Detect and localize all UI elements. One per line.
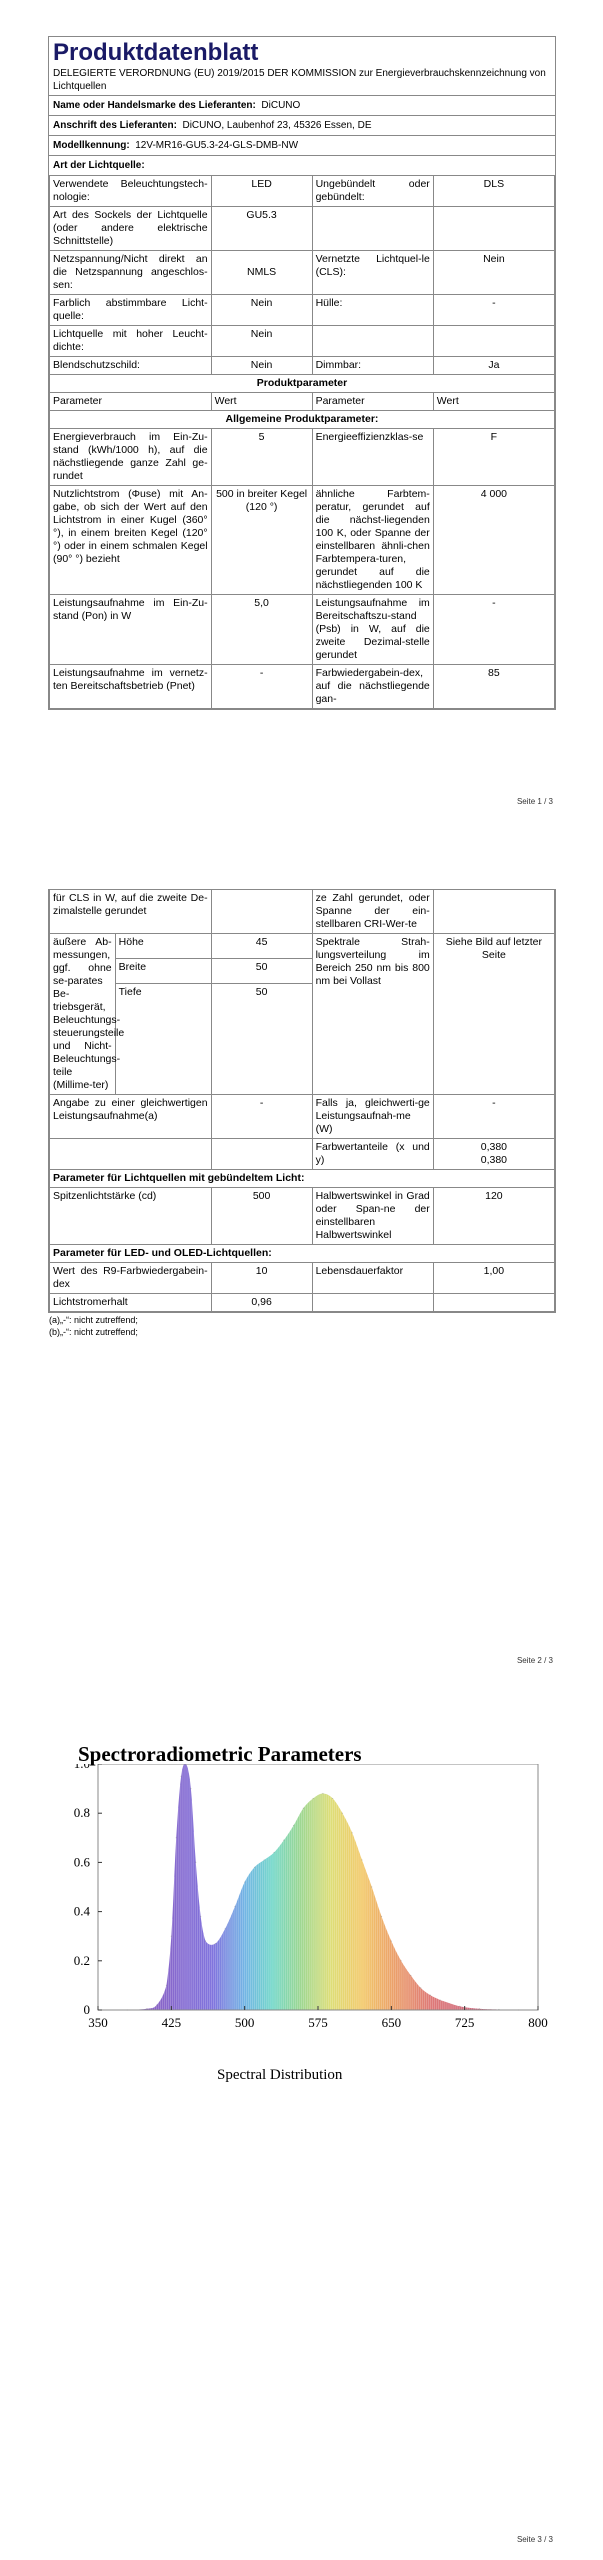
data-point (234, 1906, 235, 1907)
cell-label: Verwendete Beleuchtungstech-nologie: (50, 176, 212, 207)
footnotes (49, 1312, 138, 1338)
cell-label: Leistungsaufnahme im Bereitschaftszu-stand (Psb) in W, auf die zweite Dezimal-stelle gerundet (312, 595, 433, 665)
cell-value: Siehe Bild auf letzter Seite (433, 934, 554, 1095)
data-point (459, 2006, 460, 2007)
cell-label: ähnliche Farbtem-peratur, gerundet auf die nächst-liegenden 100 K, oder Spanne der einstellbaren ähnli-chen Farbtempera-turen, gerundet auf die nächstliegenden 100 K (312, 486, 433, 595)
data-point (322, 1793, 323, 1794)
table-row (50, 1263, 555, 1294)
cell-value: 50 (211, 984, 312, 1095)
cell-label: Leistungsaufnahme im vernetz-ten Bereitschaftsbetrieb (Pnet) (50, 665, 212, 709)
cell-label: Vernetzte Lichtquel-le (CLS): (312, 251, 433, 295)
data-point (361, 1859, 362, 1860)
cell-label: Energieverbrauch im Ein-Zu-stand (kWh/1000 h), auf die nächstliegende ganze Zahl ge-rundet (50, 429, 212, 486)
cell-value: Nein (211, 326, 312, 357)
x-tick-label: 800 (528, 2015, 548, 2030)
cell-value: - (211, 1095, 312, 1139)
cell-value: GU5.3 (211, 207, 312, 251)
cell-label: Energieeffizienzklas-se (312, 429, 433, 486)
col-header: Wert (211, 393, 312, 411)
cell-label: für CLS in W, auf die zweite De-zimalstelle gerundet (50, 890, 212, 934)
cell-value: - (433, 595, 554, 665)
data-point (430, 1995, 431, 1996)
table-row (50, 665, 555, 709)
regulation-text: DELEGIERTE VERORDNUNG (EU) 2019/2015 DER KOMMISSION zur Energieverbrauchskennzeichnung von Lichtquellen (53, 68, 546, 92)
cell-label: Farbwiedergabein-dex, auf die nächstliegende gan- (312, 665, 433, 709)
cell-value: NMLS (211, 251, 312, 295)
section-header-row (50, 1170, 555, 1188)
footnote-b: (b)„-“: nicht zutreffend; (49, 1327, 138, 1337)
x-tick-label: 725 (454, 2015, 475, 2030)
cell-empty (433, 326, 554, 357)
data-point (254, 1867, 255, 1868)
cell-label: ze Zahl gerundet, oder Spanne der ein-stellbaren CRI-Wer-te (312, 890, 433, 934)
section-header: Parameter für Lichtquellen mit gebündeltem Licht: (50, 1170, 555, 1188)
table-row (50, 890, 555, 934)
cell-label: Hülle: (312, 295, 433, 326)
cell-value: Ja (433, 357, 554, 375)
table-row (50, 176, 555, 207)
cell-value: 5,0 (211, 595, 312, 665)
section-header-row (50, 411, 555, 429)
section-header: Parameter für LED- und OLED-Lichtquellen: (50, 1245, 555, 1263)
data-point (264, 1859, 265, 1860)
y-tick-label (74, 1764, 90, 1771)
cell-value: F (433, 429, 554, 486)
cell-empty (433, 890, 554, 934)
cell-label: Spektrale Strah-lungsverteilung im Bereich 250 nm bis 800 nm bei Vollast (312, 934, 433, 1095)
col-header: Parameter (50, 393, 212, 411)
section-header: Produktparameter (50, 375, 555, 393)
color-y: 0,380 (480, 1154, 508, 1166)
cell-label: Lichtquelle mit hoher Leucht-dichte: (50, 326, 212, 357)
table-row (50, 1188, 555, 1245)
table-row (50, 1139, 555, 1170)
section-header: Allgemeine Produktparameter: (50, 411, 555, 429)
table-row (50, 486, 555, 595)
table-row (50, 326, 555, 357)
cell-label: Tiefe (115, 984, 211, 1095)
data-point (244, 1881, 245, 1882)
data-point (176, 1837, 177, 1838)
data-point (215, 1943, 216, 1944)
cell-value: 120 (433, 1188, 554, 1245)
table-row (50, 934, 555, 959)
cell-label: Dimmbar: (312, 357, 433, 375)
cell-value: 45 (211, 934, 312, 959)
x-tick-label: 575 (308, 2015, 328, 2030)
title-block (49, 37, 555, 96)
cell-value: Nein (433, 251, 554, 295)
table-row (50, 1294, 555, 1312)
supplier-address-row (49, 116, 555, 136)
supplier-address-label: Anschrift des Lieferanten: (53, 120, 177, 131)
cell-label: Nutzlichtstrom (Φuse) mit An-gabe, ob sich der Wert auf den Lichtstrom in einer Kugel (360° °), in einem breiten Kegel (120° °) oder in einem schmalen Kegel (90° °) bezieht (50, 486, 212, 595)
cell-empty (312, 326, 433, 357)
cell-label: Netzspannung/Nicht direkt an die Netzspannung angeschlos-sen: (50, 251, 212, 295)
data-point (352, 1832, 353, 1833)
cell-value: - (433, 1095, 554, 1139)
data-point (200, 1916, 201, 1917)
data-point (225, 1928, 226, 1929)
y-tick-label: 0.2 (73, 1952, 90, 1968)
data-point (479, 2008, 480, 2009)
type-row (49, 156, 555, 175)
x-axis-label: Spectral Distribution (217, 2067, 343, 2083)
section-header-row (50, 1245, 555, 1263)
data-point (410, 1975, 411, 1976)
table-row (50, 595, 555, 665)
supplier-name: DiCUNO (261, 100, 301, 111)
data-point (156, 2004, 157, 2005)
data-point (195, 1862, 196, 1863)
data-point (332, 1798, 333, 1799)
cell-value: Nein (211, 295, 312, 326)
cell-label: Blendschutzschild: (50, 357, 212, 375)
color-x: 0,380 (480, 1141, 508, 1153)
table-row (50, 429, 555, 486)
type-label: Art der Lichtquelle: (53, 160, 145, 171)
y-tick-label: 0 (83, 2002, 90, 2017)
data-point (391, 1941, 392, 1942)
page-2 (0, 830, 603, 1680)
data-point (205, 1941, 206, 1942)
model-value: 12V-MR16-GU5.3-24-GLS-DMB-NW (135, 140, 299, 151)
page-number: Seite 2 / 3 (516, 1656, 553, 1665)
page-title: Produktdatenblatt (53, 39, 259, 66)
data-point (381, 1916, 382, 1917)
cell-label: Angabe zu einer gleichwertigen Leistungsaufnahme(a) (50, 1095, 212, 1139)
cell-label: Spitzenlichtstärke (cd) (50, 1188, 212, 1245)
cell-empty (312, 207, 433, 251)
cell-empty (50, 1139, 212, 1170)
x-tick-label: 650 (381, 2015, 402, 2030)
page-3 (0, 1680, 603, 2560)
cell-label: Farbwertanteile (x und y) (312, 1139, 433, 1170)
model-label: Modellkennung: (53, 140, 130, 151)
data-point (273, 1852, 274, 1853)
data-point (283, 1840, 284, 1841)
data-point (303, 1808, 304, 1809)
page-number: Seite 1 / 3 (516, 797, 553, 806)
cell-value: - (211, 665, 312, 709)
data-point (293, 1825, 294, 1826)
col-header: Wert (433, 393, 554, 411)
supplier-name-label: Name oder Handelsmarke des Lieferanten: (53, 100, 256, 111)
table-row (50, 357, 555, 375)
table-row (50, 1095, 555, 1139)
cell-value: 50 (211, 959, 312, 984)
datasheet-table-2 (48, 889, 556, 1337)
cell-label: Falls ja, gleichwerti-ge Leistungsaufnah-me (W) (312, 1095, 433, 1139)
data-point (190, 1788, 191, 1789)
cell-value: 1,00 (433, 1263, 554, 1294)
data-point (171, 1936, 172, 1937)
cell-value: Nein (211, 357, 312, 375)
cell-value: 10 (211, 1263, 312, 1294)
datasheet-table-1 (48, 36, 556, 710)
cell-value: 0,96 (211, 1294, 312, 1312)
model-row (49, 136, 555, 156)
data-point (440, 2000, 441, 2001)
cell-label: Höhe (115, 934, 211, 959)
page-1 (0, 0, 603, 830)
cell-value: - (433, 295, 554, 326)
plot-layer (127, 1764, 519, 2011)
cell-empty (211, 890, 312, 934)
cell-label: Breite (115, 959, 211, 984)
supplier-name-row (49, 96, 555, 116)
page-number: Seite 3 / 3 (516, 2535, 553, 2544)
data-point (313, 1798, 314, 1799)
x-tick-label: 350 (88, 2015, 108, 2030)
cell-label: Wert des R9-Farbwiedergabein-dex (50, 1263, 212, 1294)
y-tick-label: 0.6 (73, 1854, 90, 1870)
data-point (342, 1813, 343, 1814)
light-source-table (49, 175, 555, 709)
spectrum-chart (60, 1764, 550, 2084)
cell-label: Leistungsaufnahme im Ein-Zu-stand (Pon) in W (50, 595, 212, 665)
table-row (50, 207, 555, 251)
cell-empty (211, 1139, 312, 1170)
table-row (50, 251, 555, 295)
cell-value: DLS (433, 176, 554, 207)
cell-label: Lichtstromerhalt (50, 1294, 212, 1312)
cell-label: Art des Sockels der Lichtquelle (oder andere elektrische Schnittstelle) (50, 207, 212, 251)
x-tick-label: 500 (234, 2015, 255, 2030)
data-point (146, 2008, 147, 2009)
table-row (50, 295, 555, 326)
cell-empty (433, 1294, 554, 1312)
col-header: Parameter (312, 393, 433, 411)
data-point (420, 1987, 421, 1988)
section-header-row (50, 375, 555, 393)
cell-value: 5 (211, 429, 312, 486)
data-point (371, 1886, 372, 1887)
cell-label: Farblich abstimmbare Licht-quelle: (50, 295, 212, 326)
cell-value (433, 1139, 554, 1170)
cell-label: Lebensdauerfaktor (312, 1263, 433, 1294)
data-point (401, 1960, 402, 1961)
spectrum-svg (60, 1764, 550, 2084)
supplier-address: DiCUNO, Laubenhof 23, 45326 Essen, DE (182, 120, 372, 131)
cell-value: 500 in breiter Kegel (120 °) (211, 486, 312, 595)
data-point (181, 1776, 182, 1777)
cell-value: 85 (433, 665, 554, 709)
cell-label: Ungebündelt oder gebündelt: (312, 176, 433, 207)
column-header-row (50, 393, 555, 411)
chart-title: Spectroradiometric Parameters (78, 1742, 362, 1766)
x-tick-label: 425 (161, 2015, 182, 2030)
dimensions-label: äußere Ab-messungen, ggf. ohne se-parates Be-triebsgerät, Beleuchtungs-steuerungsteile und Nicht-Beleuchtungs-teile (Millime-ter) (50, 934, 116, 1095)
cell-value: LED (211, 176, 312, 207)
cell-empty (433, 207, 554, 251)
y-tick-label: 0.4 (73, 1903, 90, 1919)
cell-value: 4 000 (433, 486, 554, 595)
cell-empty (312, 1294, 433, 1312)
y-tick-label: 0.8 (73, 1805, 90, 1821)
parameters-table (49, 889, 555, 1312)
footnote-a: (a)„-“: nicht zutreffend; (49, 1315, 138, 1325)
data-point (166, 1985, 167, 1986)
cell-value: 500 (211, 1188, 312, 1245)
cell-label: Halbwertswinkel in Grad oder Span-ne der einstellbaren Halbwertswinkel (312, 1188, 433, 1245)
